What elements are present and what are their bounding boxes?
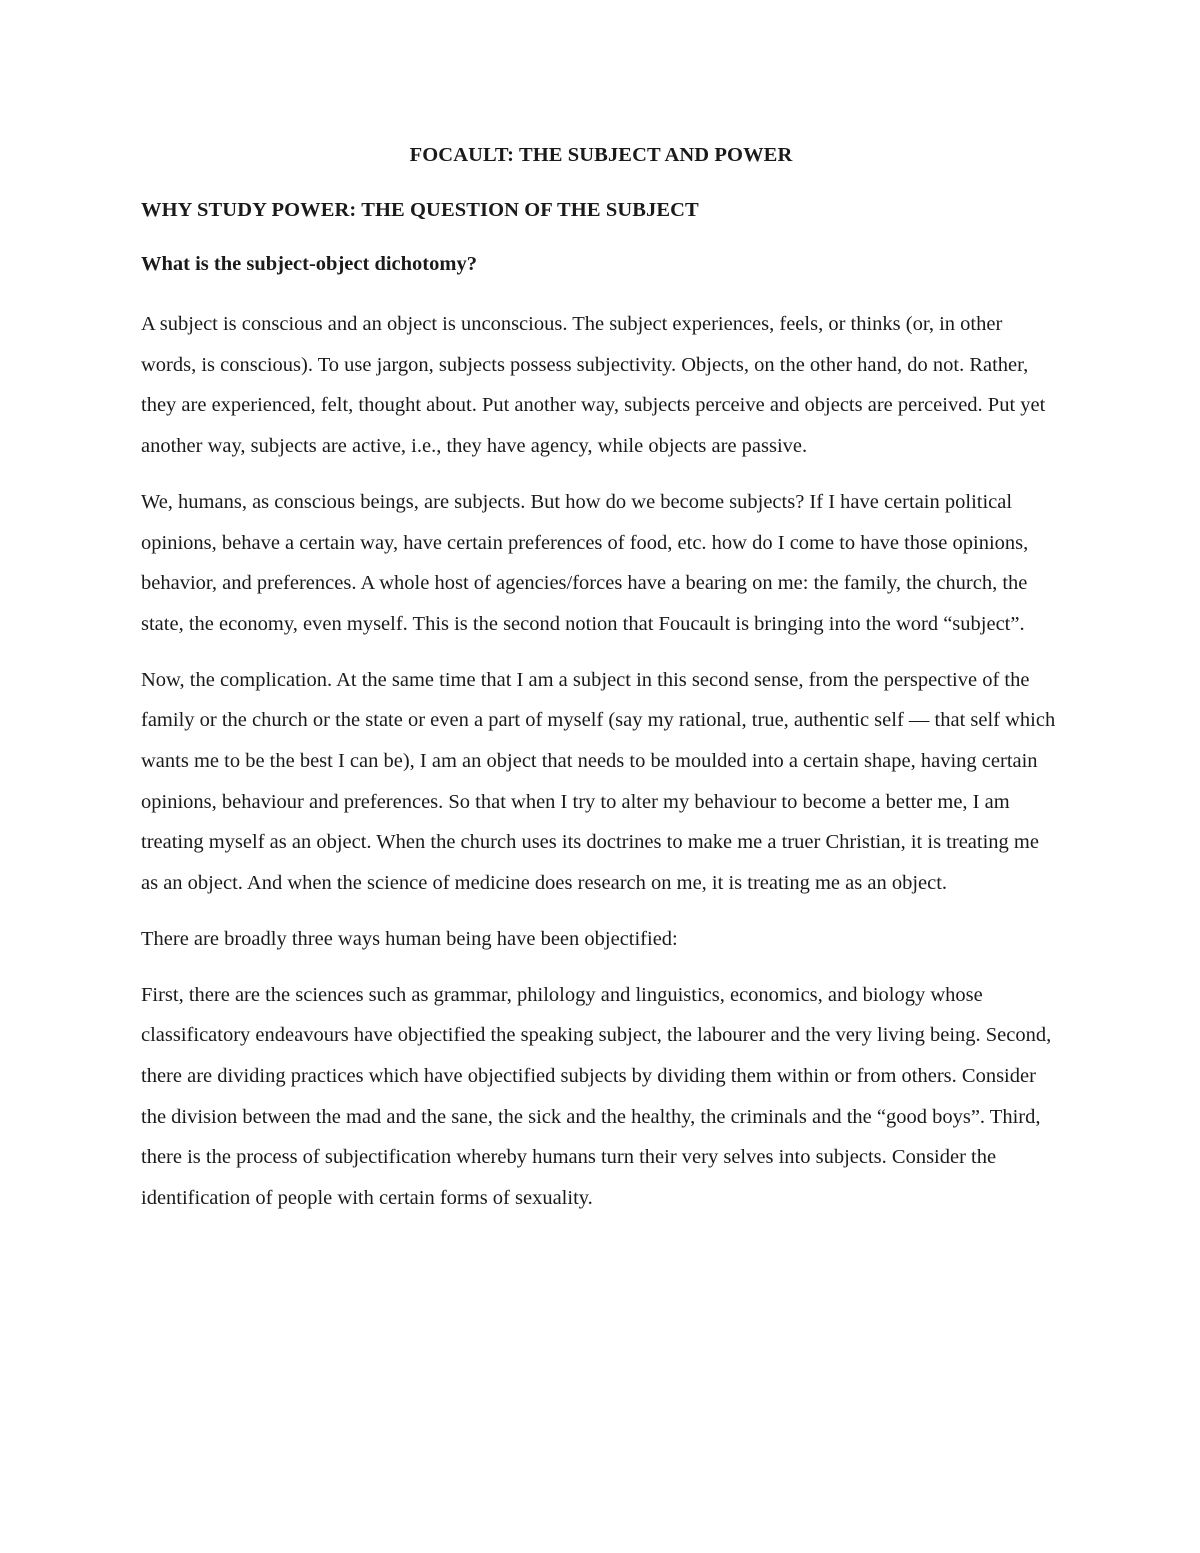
section-heading: WHY STUDY POWER: THE QUESTION OF THE SUBJECT: [141, 199, 699, 221]
paragraph-5: First, there are the sciences such as grammar, philology and linguistics, economics, and biology whose classificatory endeavours have objectified the speaking subject, the labourer and the very living being. Second, there are dividing practices which have objectified subjects by dividing them within or from others. Consider the division between the mad and the sane, the sick and the healthy, the criminals and the “good boys”. Third, there is the process of subjectification whereby humans turn their very selves into subjects. Consider the identification of people with certain forms of sexuality.: [141, 983, 1052, 1210]
paragraph-1: A subject is conscious and an object is unconscious. The subject experiences, feels, or thinks (or, in other words, is conscious). To use jargon, subjects possess subjectivity. Objects, on the other hand, do not. Rather, they are experienced, felt, thought about. Put another way, subjects perceive and objects are perceived. Put yet another way, subjects are active, i.e., they have agency, while objects are passive.: [141, 313, 1046, 458]
paragraph-4: There are broadly three ways human being have been objectified:: [141, 927, 678, 950]
document-body: [141, 140, 1061, 1234]
subheading: What is the subject-object dichotomy?: [141, 253, 477, 275]
paragraph-2: We, humans, as conscious beings, are subjects. But how do we become subjects? If I have certain political opinions, behave a certain way, have certain preferences of food, etc. how do I come to have those opinions, behavior, and preferences. A whole host of agencies/forces have a bearing on me: the family, the church, the state, the economy, even myself. This is the second notion that Foucault is bringing into the word “subject”.: [141, 490, 1029, 635]
paragraph-3: Now, the complication. At the same time that I am a subject in this second sense, from the perspective of the family or the church or the state or even a part of myself (say my rational, true, authentic self — that self which wants me to be the best I can be), I am an object that needs to be moulded into a certain shape, having certain opinions, behaviour and preferences. So that when I try to alter my behaviour to become a better me, I am treating myself as an object. When the church uses its doctrines to make me a truer Christian, it is treating me as an object. And when the science of medicine does research on me, it is treating me as an object.: [141, 668, 1056, 895]
document-title: FOCAULT: THE SUBJECT AND POWER: [409, 144, 793, 166]
